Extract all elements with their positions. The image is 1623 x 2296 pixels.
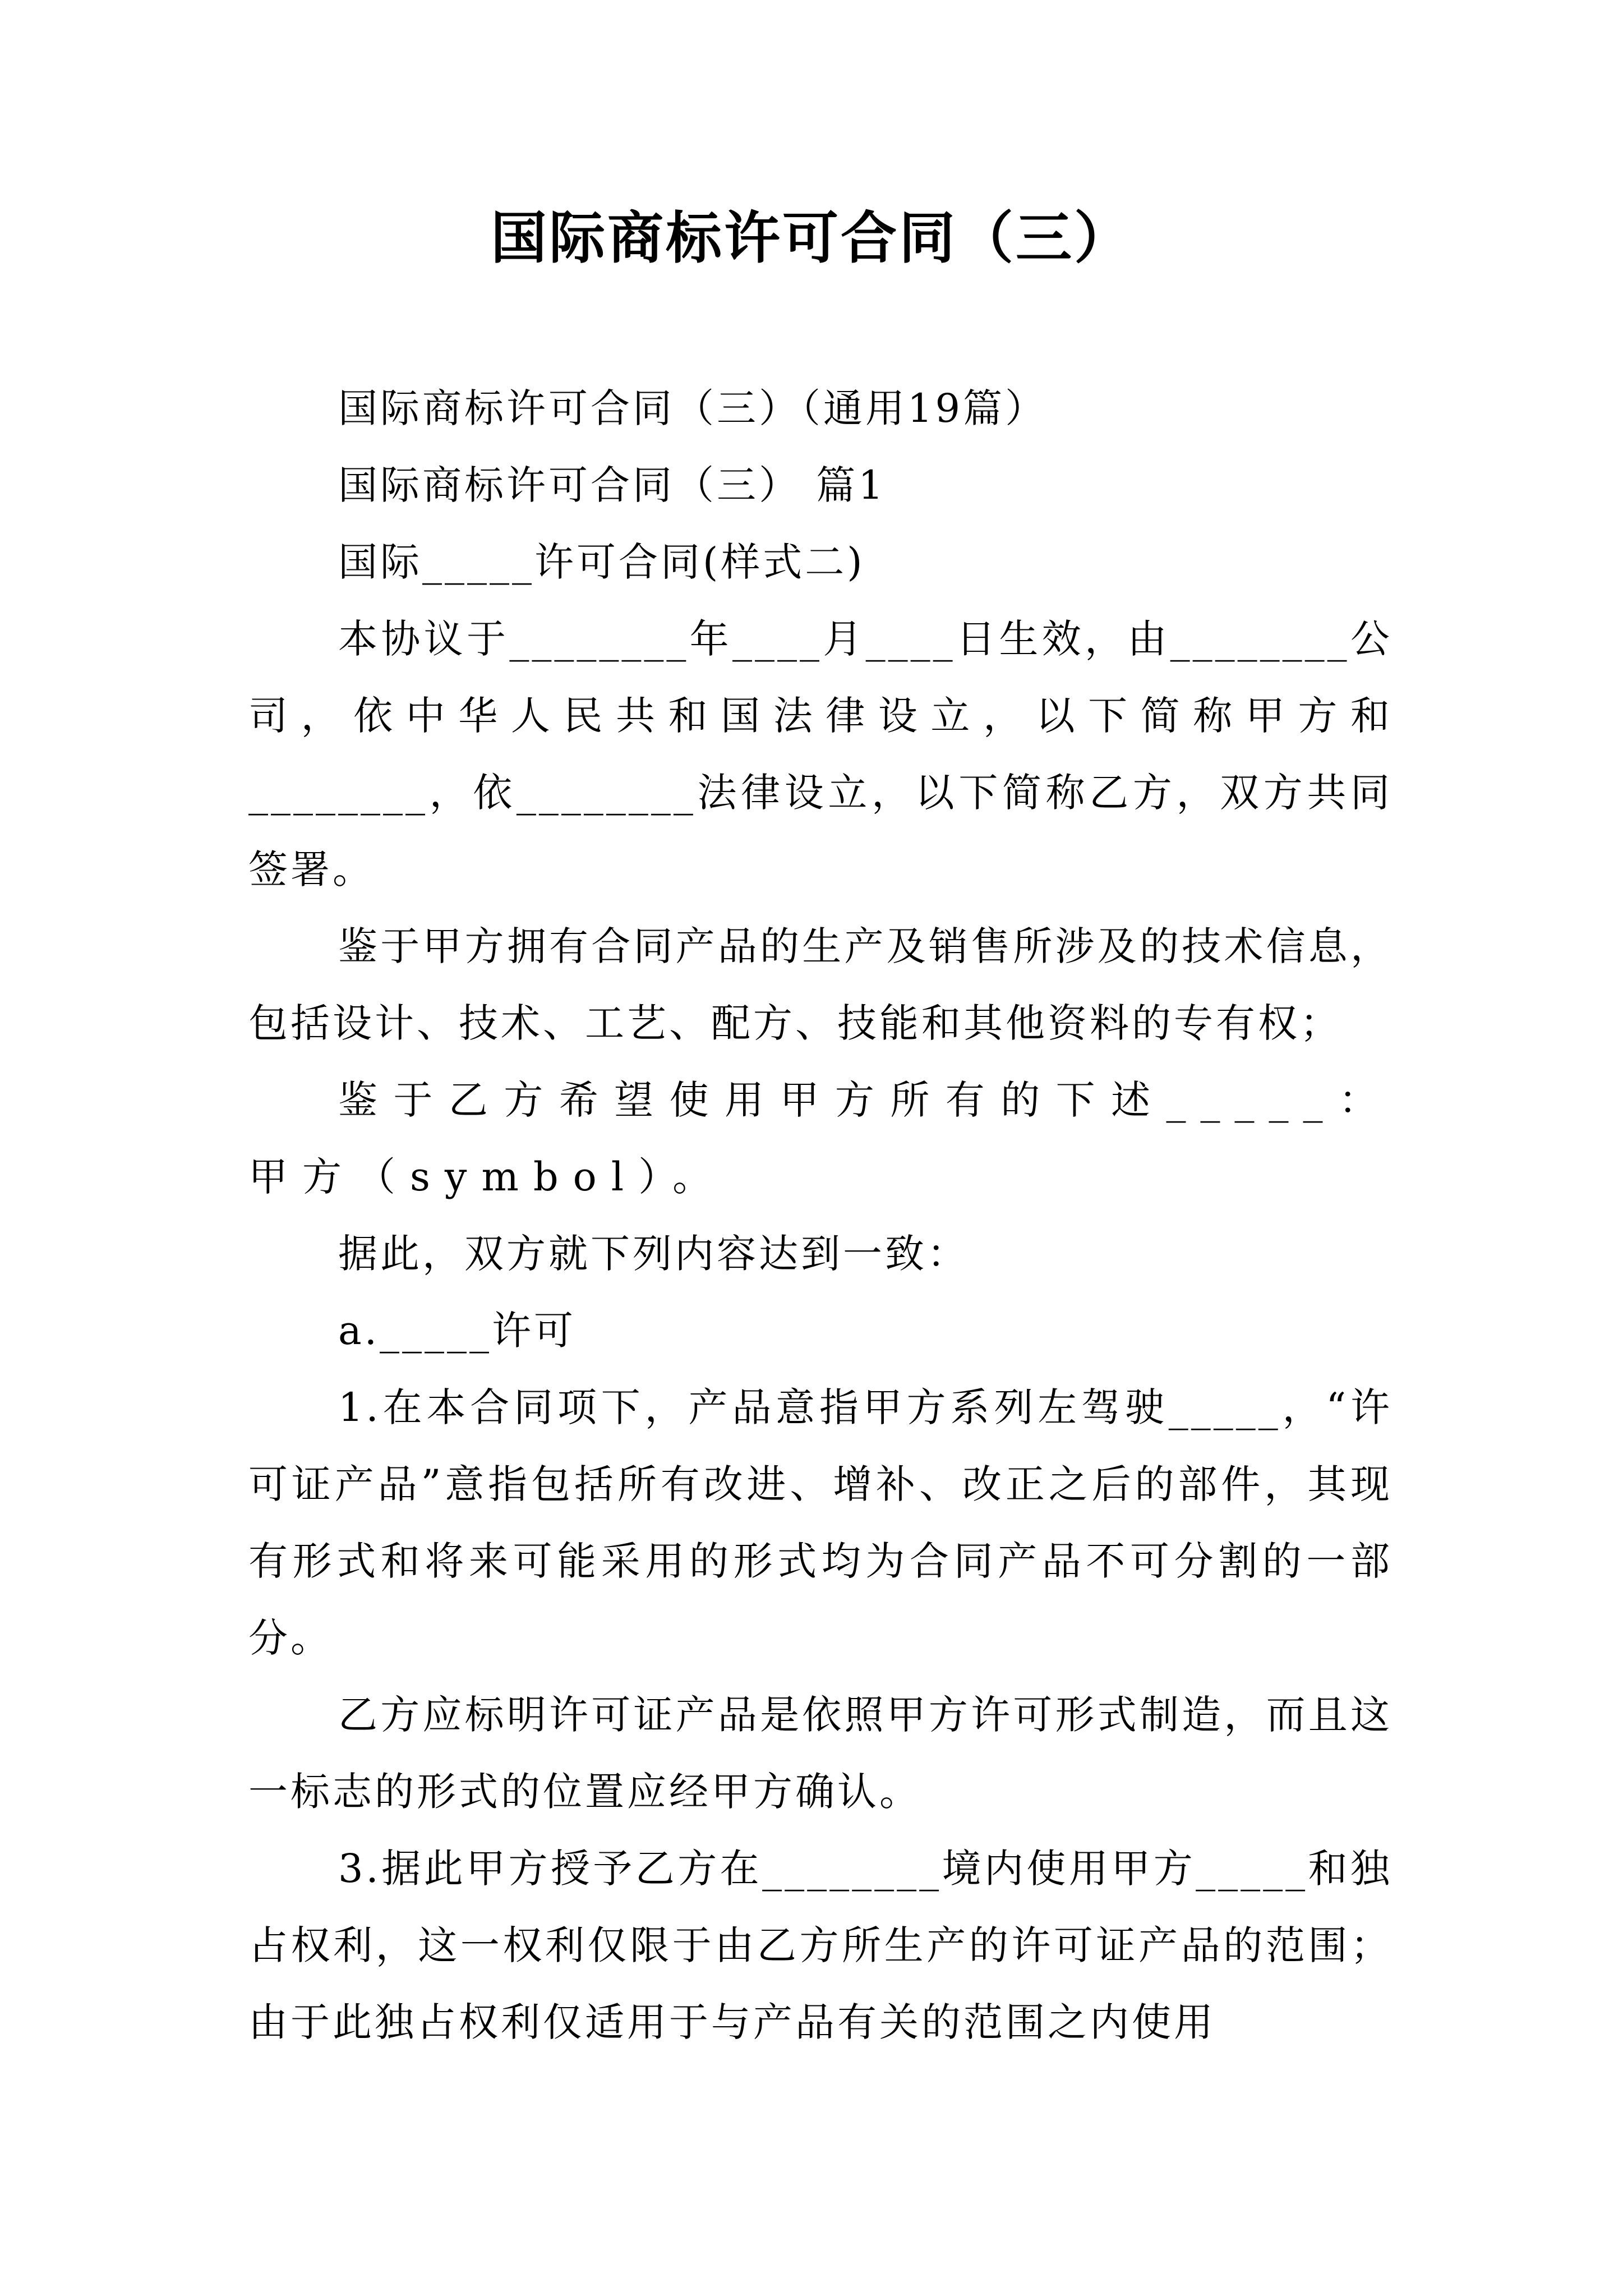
paragraph-effective-date: 本协议于________年____月____日生效，由________公司，依中华人民共和国法律设立，以下简称甲方和________，依________法律设立，以下简称乙方，双方共同签署。 bbox=[248, 616, 1393, 892]
paragraph-section-a: a._____许可 bbox=[338, 1308, 576, 1354]
paragraph-marking: 乙方应标明许可证产品是依照甲方许可形式制造，而且这一标志的形式的位置应经甲方确认。 bbox=[248, 1692, 1393, 1815]
document-title: 国际商标许可合同（三） bbox=[491, 205, 1132, 271]
paragraph-whereas-1: 鉴于甲方拥有合同产品的生产及销售所涉及的技术信息，包括设计、技术、工艺、配方、技能和其他资料的专有权； bbox=[248, 923, 1393, 1046]
paragraph-section-heading: 国际商标许可合同（三） 篇1 bbox=[338, 462, 886, 508]
paragraph-clause-3: 3.据此甲方授予乙方在________境内使用甲方_____和独占权利，这一权利仅限于由乙方所生产的许可证产品的范围；由于此独占权利仅适用于与产品有关的范围之内使用 bbox=[248, 1846, 1393, 2045]
paragraph-agreement: 据此，双方就下列内容达到一致： bbox=[338, 1231, 969, 1277]
paragraph-contract-name: 国际_____许可合同(样式二) bbox=[338, 539, 865, 585]
document-body bbox=[248, 370, 1393, 2061]
paragraph-whereas-2: 鉴于乙方希望使用甲方所有的下述_____：甲方（symbol）。 bbox=[248, 1077, 1393, 1200]
paragraph-subtitle: 国际商标许可合同（三）（通用19篇） bbox=[338, 385, 1048, 431]
paragraph-clause-1: 1.在本合同项下，产品意指甲方系列左驾驶_____，“许可证产品”意指包括所有改进、增补、改正之后的部件，其现有形式和将来可能采用的形式均为合同产品不可分割的一部分。 bbox=[248, 1384, 1393, 1661]
